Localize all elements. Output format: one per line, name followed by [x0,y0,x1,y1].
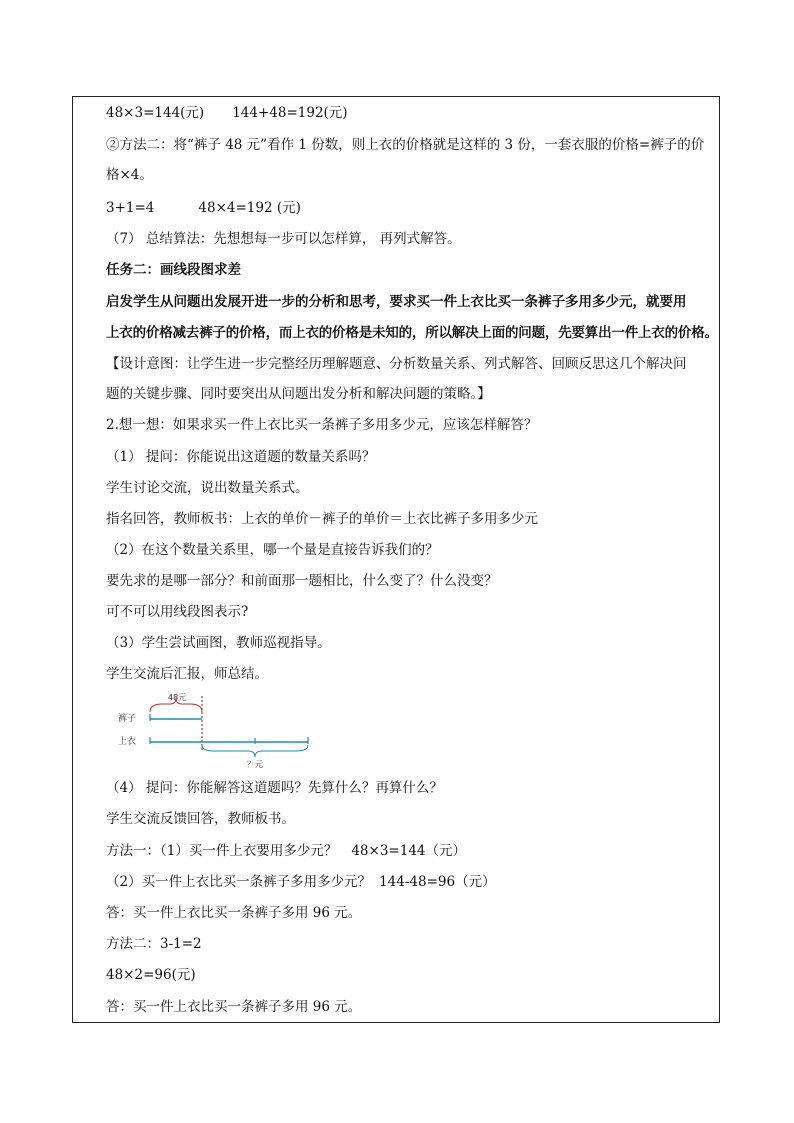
step-question: （2）买一件上衣比买一条裤子多用多少元？ [106,874,372,890]
question-2-follow: 要先求的是哪一部分？和前面那一题相比，什么变了？什么没变？ [106,573,498,589]
method2-text-cont: 格×4。 [106,167,153,183]
board-relation: 指名回答，教师板书：上衣的单价－裤子的单价＝上衣比裤子多用多少元 [106,511,538,527]
task-two-heading: 任务二：画线段图求差 [106,262,241,278]
guide-paragraph-cont: 上衣的价格减去裤子的价格，而上衣的价格是未知的，所以解决上面的问题，先要算出一件上衣的价格。 [106,325,718,341]
step-answer: 48×3=144（元） [351,843,467,859]
report-line: 学生交流后汇报，师总结。 [106,666,268,682]
calc-line-method1 [106,104,348,122]
think-question: 2.想一想：如果求买一件上衣比买一条裤子多用多少元，应该怎样解答？ [106,417,538,433]
calc-a: 48×3=144(元) [106,105,205,121]
method-one-step1 [106,842,466,860]
method2-text: ②方法二：将“裤子 48 元”看作 1 份数，则上衣的价格就是这样的 3 份，一套衣服的价格=裤子的价 [106,137,705,153]
line-segment-diagram [112,688,332,770]
feedback-line: 学生交流反馈回答，教师板书。 [106,811,295,827]
question-3: （3）学生尝试画图，教师巡视指导。 [106,635,331,651]
calc-a: 3+1=4 [106,200,155,216]
method-one-answer: 答：买一件上衣比买一条裤子多用 96 元。 [106,905,362,921]
discussion-line: 学生讨论交流，说出数量关系式。 [106,480,309,496]
calc-b: 144+48=192(元) [232,105,348,121]
pants-value-label: 48元 [168,693,187,702]
difference-brace [202,745,308,757]
coat-label: 上衣 [118,737,137,747]
step-answer: 144-48=96（元） [379,874,496,890]
method-two-step1: 方法二：3-1=2 [106,936,202,952]
design-intent: 【设计意图：让学生进一步完整经历理解题意、分析数量关系、列式解答、回顾反思这几个解决问 [106,356,687,372]
calc-line-method2 [106,199,301,217]
step-question: 方法一：（1）买一件上衣要用多少元？ [106,843,338,859]
method-two-step2: 48×2=96(元) [106,967,196,983]
summary-line: （7） 总结算法：先想想每一步可以怎样算， 再列式解答。 [106,231,461,247]
question-2-diagram: 可不可以用线段图表示? [106,604,249,620]
question-1: （1） 提问：你能说出这道题的数量关系吗？ [106,449,376,465]
unknown-value-label: ？元 [247,760,263,769]
guide-paragraph: 启发学生从问题出发展开进一步的分析和思考，要求买一件上衣比买一条裤子多用多少元，就要用 [106,294,687,310]
calc-b: 48×4=192 (元) [198,200,301,216]
method-two-answer: 答：买一件上衣比买一条裤子多用 96 元。 [106,999,362,1015]
question-2: （2）在这个数量关系里，哪一个量是直接告诉我们的？ [106,542,439,558]
question-4: （4） 提问：你能解答这道题吗？先算什么？再算什么？ [106,780,443,796]
pants-brace [150,698,202,712]
design-intent-cont: 题的关键步骤、同时要突出从问题出发分析和解决问题的策略。】 [106,386,491,402]
method-one-step2 [106,873,496,891]
pants-label: 裤子 [118,714,137,724]
